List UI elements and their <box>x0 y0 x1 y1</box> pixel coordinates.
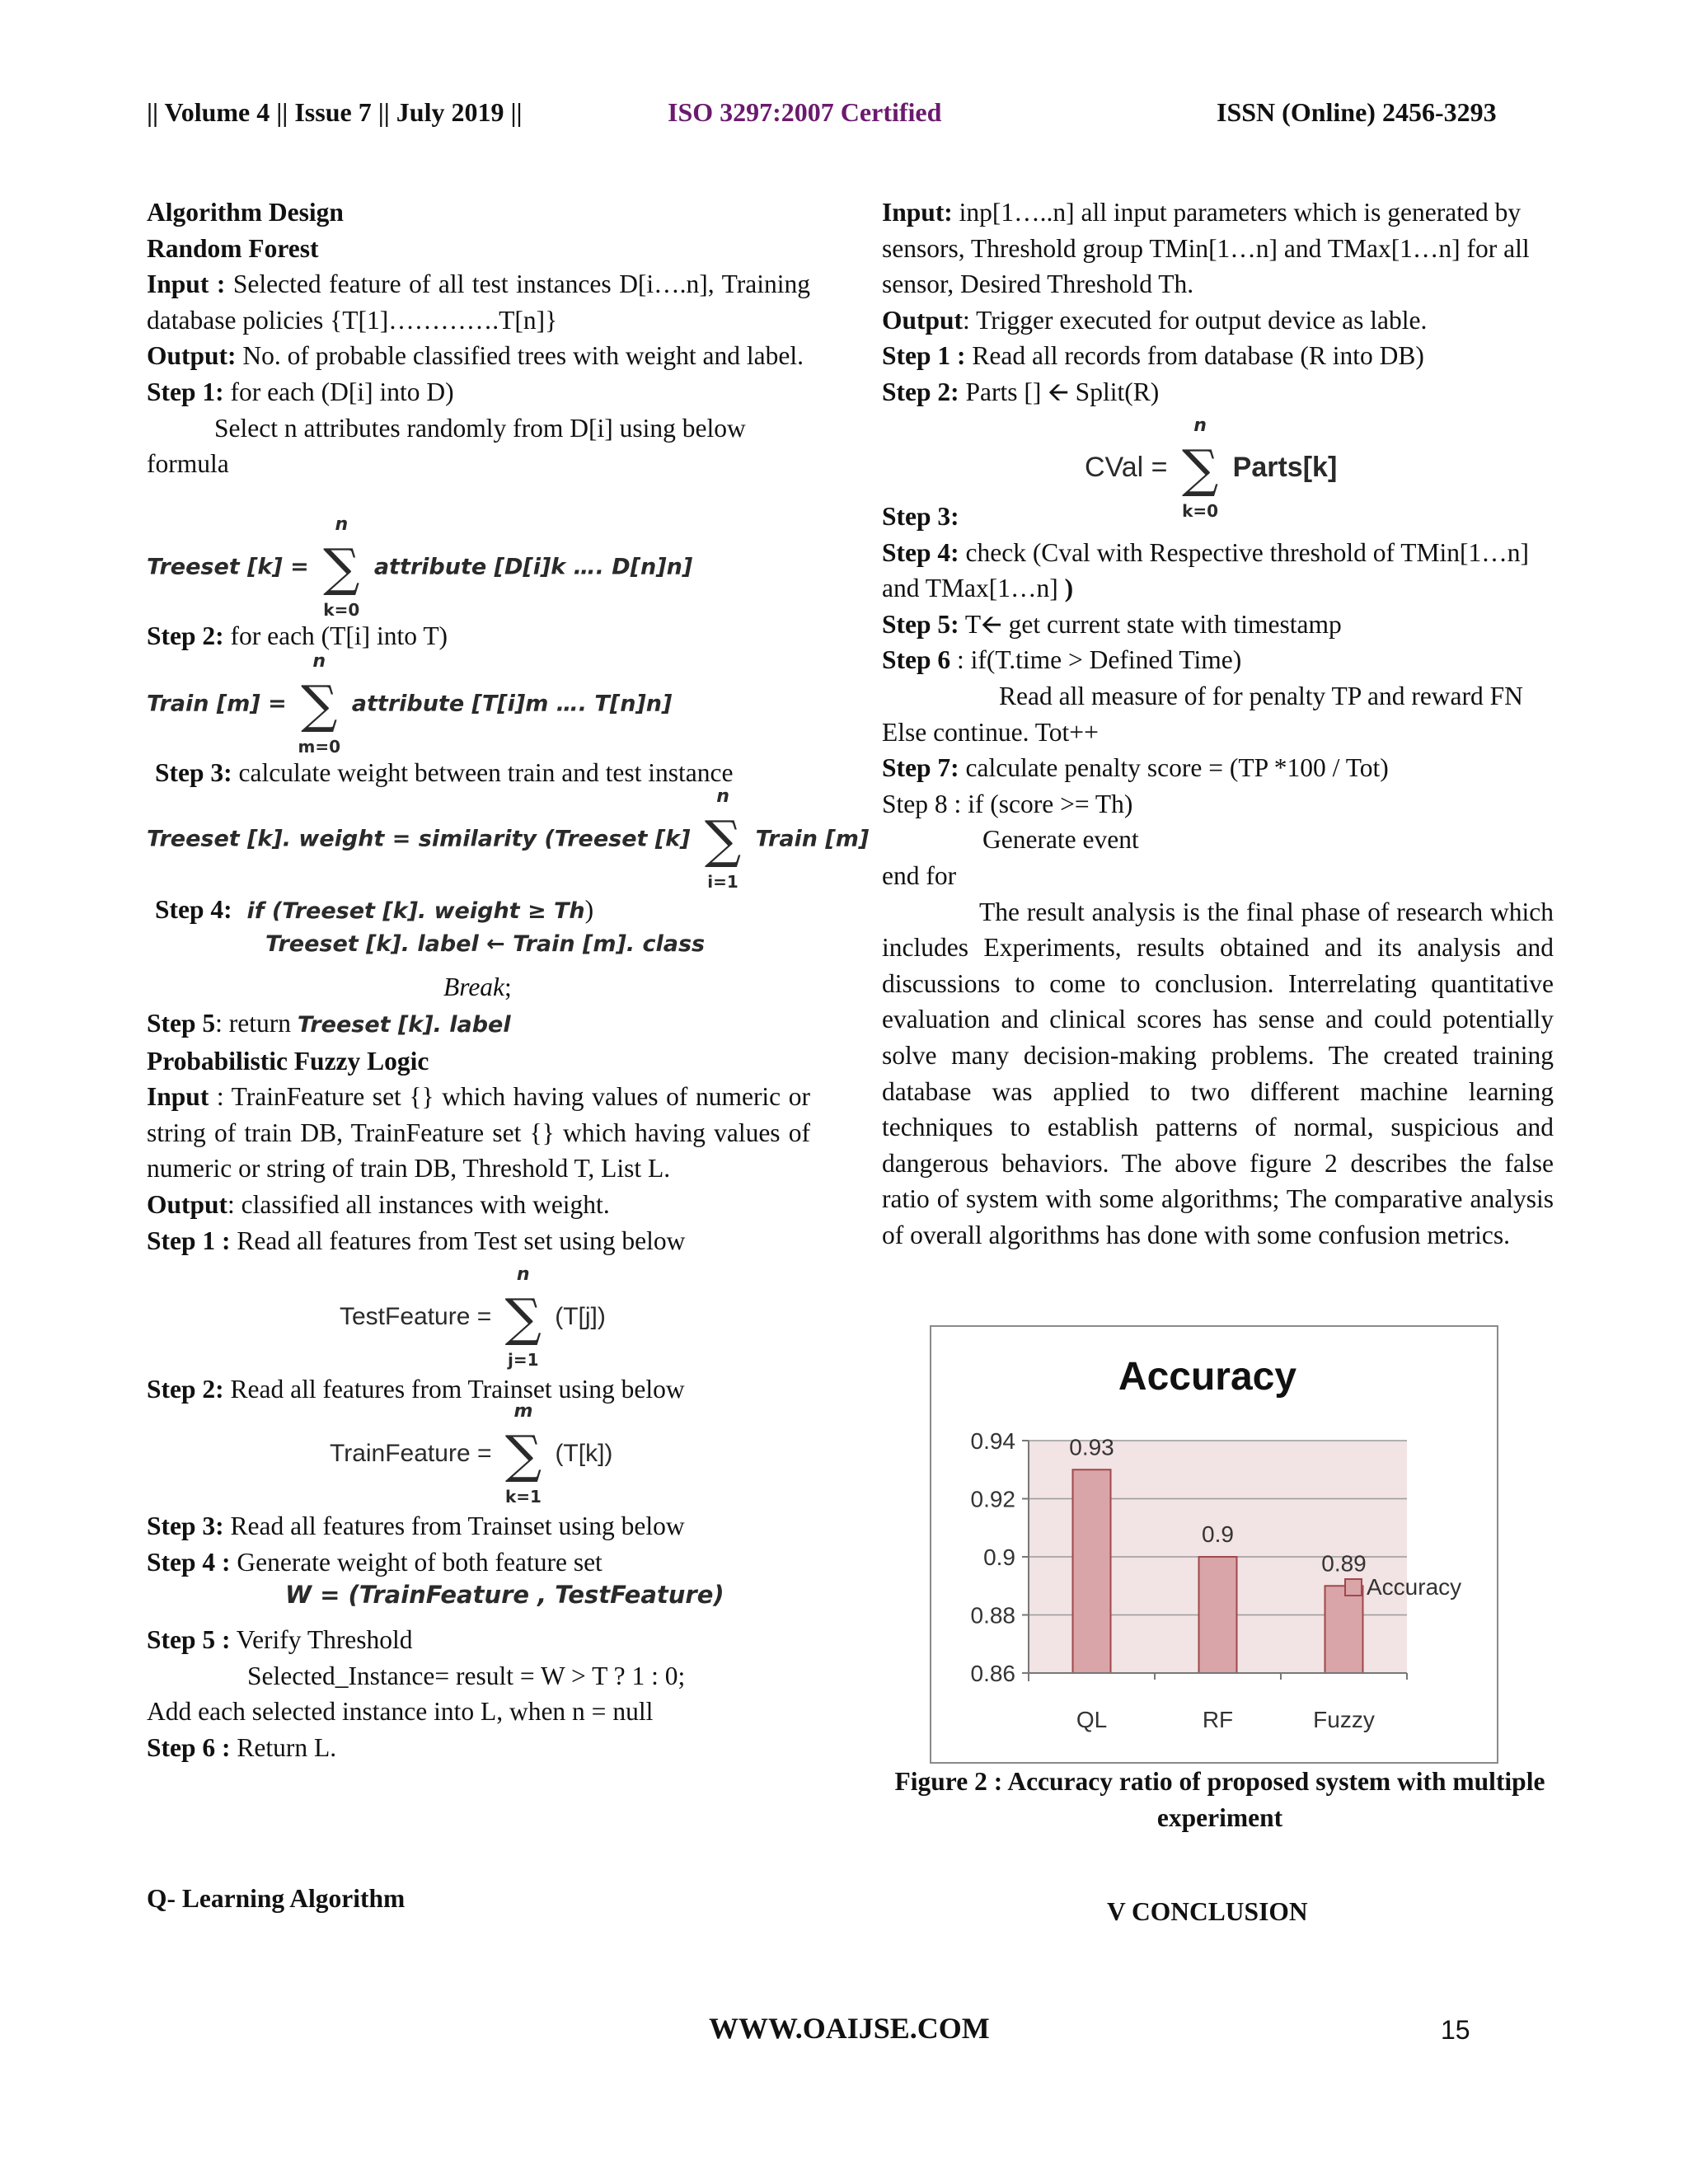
rf-step5-pfl-block <box>147 1005 810 1258</box>
pfl-step2-block <box>147 1371 810 1408</box>
pfl-steps-end-block <box>147 1622 810 1765</box>
rf-step1 <box>147 374 810 410</box>
footer-site: WWW.OAIJSE.COM <box>709 2012 990 2045</box>
r-step2 <box>882 374 1554 410</box>
legend-swatch <box>1345 1579 1362 1596</box>
equation-train <box>147 651 673 757</box>
pfl-step3 <box>147 1508 810 1544</box>
cval-lower: k=0 <box>1182 501 1219 521</box>
result-paragraph: The result analysis is the final phase of research which includes Experiments, results obtained and its analysis and discussions to come to conclusion. Interrelating quantitative evaluation and clinical scores has sense and could potentially solve many decision-making problems. The created training database was applied to two different machine learning techniques to establish patterns of normal, suspicious and dangerous behaviors. The above figure 2 describes the false ratio of system with some algorithms; The comparative analysis of overall algorithms has done with some confusion metrics. <box>882 897 1554 1249</box>
eq4-upper: n <box>516 1264 530 1285</box>
equation-w: W = (TrainFeature , TestFeature) <box>285 1581 724 1609</box>
sigma-symbol: n ∑ k=0 <box>323 542 359 593</box>
pfl-input <box>147 1079 810 1187</box>
r-input-label: Input: <box>882 198 953 227</box>
rf-step4 <box>155 895 593 925</box>
header-issn: ISSN (Online) 2456-3293 <box>1217 97 1497 127</box>
random-forest-heading: Random Forest <box>147 233 319 263</box>
r-step6-label: Step 6 <box>882 645 951 675</box>
rf-step1-label: Step 1: <box>147 377 224 406</box>
r-input-text: inp[1…..n] all input parameters which is generated by sensors, Threshold group TMin[1…n] and TMax[1…n] for all sensor, Desired Threshold Th. <box>882 198 1530 299</box>
eq3-lower: i=1 <box>707 872 738 892</box>
eq2-rhs: attribute [T[i]m …. T[n]n] <box>351 691 673 717</box>
rf-step5 <box>147 1005 810 1043</box>
eq2-lhs: Train [m] = <box>147 691 287 717</box>
r-step8: Step 8 : if (score >= Th) <box>882 789 1133 818</box>
rf-step2 <box>147 618 810 654</box>
pfl-step6-label: Step 6 : <box>147 1732 231 1762</box>
eq4-lower: j=1 <box>507 1350 539 1370</box>
pfl-output <box>147 1187 810 1223</box>
algorithm-design-heading: Algorithm Design <box>147 198 344 227</box>
equation-treeset <box>147 514 693 620</box>
eq1-rhs: attribute [D[i]k …. D[n]n] <box>373 554 693 580</box>
bar <box>1325 1586 1363 1673</box>
r-end-for: end for <box>882 860 957 890</box>
rf-input-text: Selected feature of all test instances D[i….n], Training database policies {T[1]………….T[n]} <box>147 269 810 335</box>
figure-caption: Figure 2 : Accuracy ratio of proposed system with multiple experiment <box>894 1767 1545 1832</box>
r-step6-sub: Read all measure of for penalty TP and reward FN <box>999 681 1523 710</box>
pfl-step3-label: Step 3: <box>147 1511 224 1540</box>
x-tick-label: RF <box>1202 1707 1234 1732</box>
r-output <box>882 302 1554 339</box>
pfl-add-line: Add each selected instance into L, when n = null <box>147 1697 654 1727</box>
y-tick-label: 0.88 <box>970 1602 1015 1629</box>
pfl-step1 <box>147 1223 810 1259</box>
r-output-label: Output <box>882 305 964 335</box>
pfl-step1-text: Read all features from Test set using below <box>230 1226 686 1255</box>
bar <box>1073 1469 1111 1673</box>
right-column-steps <box>882 499 1554 1253</box>
rf-step4-paren: ) <box>584 895 594 924</box>
pfl-step6-text: Return L. <box>230 1732 337 1762</box>
rf-step2-block <box>147 618 810 654</box>
pfl-step5 <box>147 1622 810 1658</box>
r-step6-text: : if(T.time > Defined Time) <box>950 645 1242 675</box>
header-volume: || Volume 4 || Issue 7 || July 2019 || <box>147 97 523 127</box>
sigma-symbol: m ∑ k=1 <box>505 1429 542 1480</box>
r-step6 <box>882 642 1554 678</box>
r-generate-event: Generate event <box>982 825 1139 855</box>
r-step4 <box>882 535 1554 607</box>
r-step7-text: calculate penalty score = (TP *100 / Tot) <box>959 753 1389 783</box>
sigma-symbol: n ∑ k=0 <box>1182 443 1218 494</box>
pfl-step2 <box>147 1371 810 1408</box>
accuracy-chart <box>930 1325 1498 1764</box>
rf-step1-text: for each (D[i] into D) <box>223 377 454 406</box>
data-label: 0.9 <box>1202 1521 1234 1547</box>
cval-upper: n <box>1193 415 1207 436</box>
eq3-rhs: Train [m] <box>755 826 870 852</box>
pfl-step2-label: Step 2: <box>147 1375 224 1404</box>
eq5-rhs: (T[k]) <box>555 1439 613 1467</box>
x-tick-label: Fuzzy <box>1313 1707 1375 1732</box>
rf-output-text: No. of probable classified trees with weight and label. <box>236 341 804 371</box>
rf-step3-text: calculate weight between train and test instance <box>232 758 734 787</box>
pfl-step1-label: Step 1 : <box>147 1226 231 1255</box>
rf-step5-text: : return <box>215 1009 298 1038</box>
cval-lhs: CVal = <box>1085 451 1168 483</box>
rf-step3-label: Step 3: <box>155 758 232 787</box>
sigma-symbol: n ∑ j=1 <box>505 1292 542 1343</box>
r-step4-paren: ) <box>1064 574 1074 603</box>
eq4-rhs: (T[j]) <box>555 1302 606 1330</box>
r-step7-label: Step 7: <box>882 753 959 783</box>
r-step2-text: Parts [] 🡨 Split(R) <box>959 377 1160 406</box>
pfl-step6 <box>147 1730 810 1766</box>
pfl-step4-text: Generate weight of both feature set <box>230 1547 603 1577</box>
eq1-lhs: Treeset [k] = <box>147 554 309 580</box>
sigma-symbol: n ∑ i=1 <box>705 814 741 865</box>
right-column-top <box>882 194 1554 410</box>
pfl-step5-sub: Selected_Instance= result = W > T ? 1 : 0; <box>247 1661 686 1690</box>
rf-output <box>147 338 810 374</box>
pfl-steps-block <box>147 1508 810 1580</box>
equation-trainfeature <box>330 1401 613 1507</box>
r-step4-text: check (Cval with Respective threshold of TMin[1…n] and TMax[1…n] <box>882 537 1530 603</box>
r-else: Else continue. Tot++ <box>882 717 1099 747</box>
rf-step2-label: Step 2: <box>147 621 224 650</box>
pfl-step5-text: Verify Threshold <box>230 1625 413 1654</box>
r-step1-label: Step 1 : <box>882 341 966 371</box>
pfl-step3-text: Read all features from Trainset using below <box>223 1511 685 1540</box>
pfl-step4 <box>147 1544 810 1581</box>
rf-input <box>147 266 810 338</box>
rf-step5-math: Treeset [k]. label <box>297 1012 511 1038</box>
r-step4-label: Step 4: <box>882 537 959 567</box>
x-tick-label: QL <box>1076 1707 1108 1732</box>
equation-testfeature <box>340 1264 606 1370</box>
r-step2-label: Step 2: <box>882 377 959 406</box>
y-tick-label: 0.92 <box>970 1486 1015 1512</box>
r-step5-text: T🡨 get current state with timestamp <box>959 609 1342 639</box>
pfl-heading: Probabilistic Fuzzy Logic <box>147 1046 429 1076</box>
r-step3: Step 3: <box>882 502 959 531</box>
header-iso: ISO 3297:2007 Certified <box>668 97 942 127</box>
data-label: 0.93 <box>1069 1434 1114 1460</box>
cval-rhs: Parts[k] <box>1232 451 1338 483</box>
rf-step4-condition: if (Treeset [k]. weight ≥ Th <box>246 898 585 924</box>
rf-step4-assign: Treeset [k]. label ← Train [m]. class <box>265 931 706 957</box>
data-label: 0.89 <box>1321 1550 1367 1577</box>
pfl-step5-label: Step 5 : <box>147 1625 231 1654</box>
pfl-step2-text: Read all features from Trainset using below <box>223 1375 685 1404</box>
equation-weight <box>147 786 870 892</box>
pfl-input-label: Input <box>147 1082 209 1112</box>
y-tick-label: 0.9 <box>983 1544 1015 1570</box>
rf-step5-label: Step 5 <box>147 1009 216 1038</box>
eq3-lhs: Treeset [k]. weight = similarity (Treeset [k] <box>147 826 691 852</box>
y-tick-label: 0.86 <box>970 1661 1015 1686</box>
eq5-upper: m <box>513 1401 533 1422</box>
r-step1-text: Read all records from database (R into DB) <box>965 341 1424 371</box>
page-number: 15 <box>1441 2015 1470 2045</box>
eq5-lhs: TrainFeature = <box>330 1439 492 1467</box>
left-column <box>147 194 810 482</box>
pfl-input-text: : TrainFeature set {} which having values of numeric or string of train DB, TrainFeature set {} which having values of numeric or string of train DB, Threshold T, List L. <box>147 1082 810 1183</box>
pfl-output-text: : classified all instances with weight. <box>227 1189 610 1219</box>
eq2-upper: n <box>312 651 326 672</box>
pfl-output-label: Output <box>147 1189 228 1219</box>
eq5-lower: k=1 <box>504 1487 542 1507</box>
y-tick-label: 0.94 <box>970 1428 1015 1454</box>
rf-break <box>443 972 512 1002</box>
equation-cval <box>1085 415 1338 521</box>
rf-output-label: Output: <box>147 341 237 371</box>
eq1-lower: k=0 <box>323 600 360 620</box>
eq1-upper: n <box>335 514 349 535</box>
eq4-lhs: TestFeature = <box>340 1302 492 1330</box>
r-step5-label: Step 5: <box>882 609 959 639</box>
rf-break-word: Break <box>443 972 505 1001</box>
rf-break-semicolon: ; <box>504 972 512 1001</box>
r-step5 <box>882 607 1554 643</box>
legend-label: Accuracy <box>1367 1574 1462 1600</box>
sigma-symbol: n ∑ m=0 <box>301 679 337 730</box>
q-learning-heading: Q- Learning Algorithm <box>147 1884 406 1913</box>
eq3-upper: n <box>716 786 729 807</box>
r-output-text: : Trigger executed for output device as lable. <box>963 305 1428 335</box>
rf-step2-text: for each (T[i] into T) <box>223 621 448 650</box>
r-step1 <box>882 338 1554 374</box>
r-step7 <box>882 750 1554 786</box>
rf-step1-sub: Select n attributes randomly from D[i] using below formula <box>147 413 746 479</box>
rf-input-label: Input : <box>147 269 226 299</box>
conclusion-heading: V CONCLUSION <box>1107 1897 1308 1926</box>
bar <box>1199 1557 1237 1673</box>
r-input <box>882 194 1554 302</box>
eq2-lower: m=0 <box>298 737 340 757</box>
pfl-step4-label: Step 4 : <box>147 1547 231 1577</box>
chart-title: Accuracy <box>1118 1355 1297 1399</box>
rf-step4-label: Step 4: <box>155 895 232 924</box>
